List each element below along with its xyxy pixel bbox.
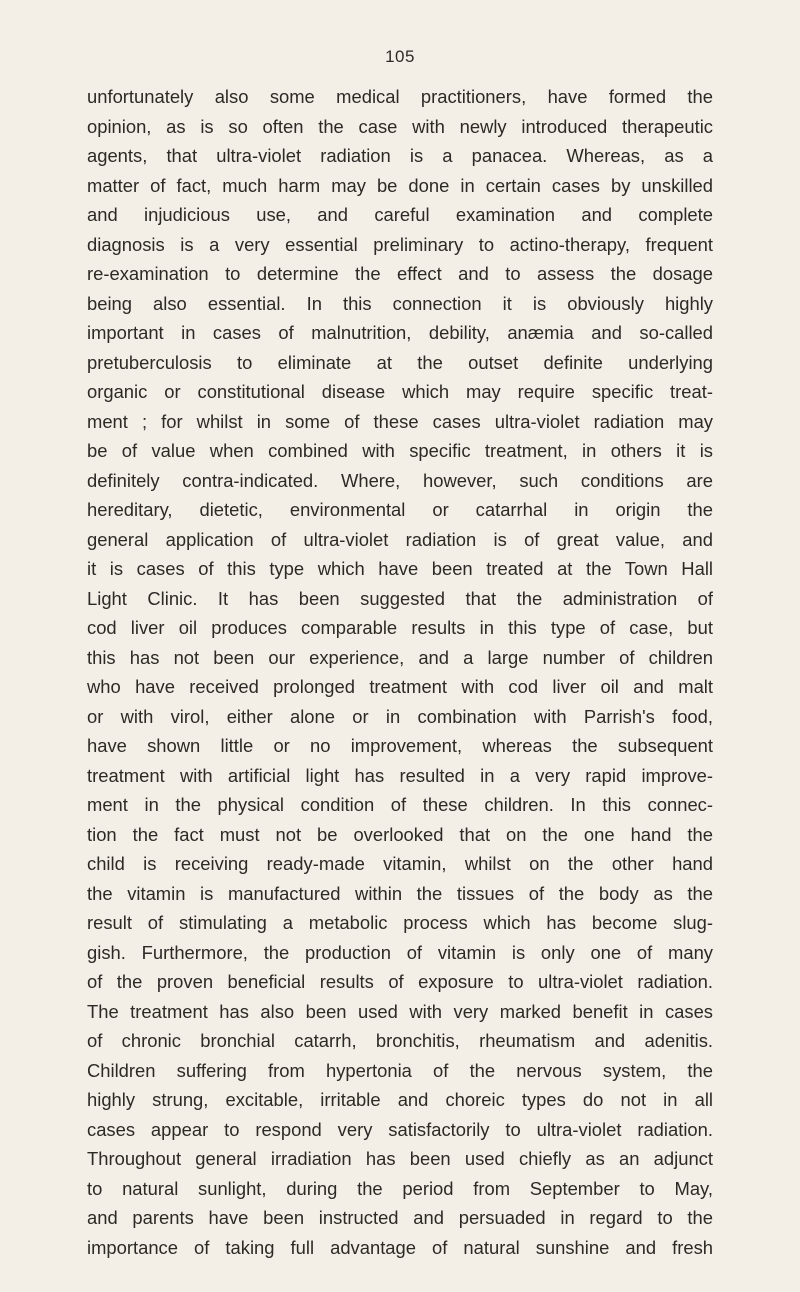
text-line: pretuberculosis to eliminate at the outset definite underlying — [87, 351, 713, 373]
page-number: 105 — [385, 47, 415, 66]
text-line: important in cases of malnutrition, debility, anæmia and so-called — [87, 322, 713, 343]
text-line: diagnosis is a very essential preliminary to actino-therapy, frequent — [87, 233, 713, 255]
text-line: treatment with artificial light has resulted in a very rapid improve- — [87, 764, 713, 786]
text-line: and injudicious use, and careful examination and complete — [87, 204, 713, 225]
text-line: cod liver oil produces comparable results in this type of case, but — [87, 617, 713, 638]
text-line: child is receiving ready-made vitamin, whilst on the other hand — [87, 853, 713, 874]
text-line: it is cases of this type which have been treated at the Town Hall — [87, 558, 713, 579]
body-paragraph — [87, 82, 713, 1262]
text-line: of the proven beneficial results of exposure to ultra-violet radiation. — [87, 971, 713, 992]
text-line: the vitamin is manufactured within the tissues of the body as the — [87, 882, 713, 904]
text-line: Children suffering from hypertonia of the nervous system, the — [87, 1059, 713, 1081]
text-line: general application of ultra-violet radiation is of great value, and — [87, 528, 713, 550]
text-line: be of value when combined with specific treatment, in others it is — [87, 440, 713, 461]
text-line: this has not been our experience, and a large number of children — [87, 646, 713, 668]
text-line: being also essential. In this connection it is obviously highly — [87, 292, 713, 314]
text-line: matter of fact, much harm may be done in certain cases by unskilled — [87, 174, 713, 196]
text-line: tion the fact must not be overlooked that on the one hand the — [87, 823, 713, 845]
text-line: opinion, as is so often the case with newly introduced therapeutic — [87, 115, 713, 137]
text-line: Throughout general irradiation has been used chiefly as an adjunct — [87, 1148, 713, 1169]
text-line: or with virol, either alone or in combination with Parrish's food, — [87, 705, 713, 727]
text-line: re-examination to determine the effect and to assess the dosage — [87, 263, 713, 284]
text-line: importance of taking full advantage of natural sunshine and fresh — [87, 1236, 713, 1258]
text-line: definitely contra-indicated. Where, however, such conditions are — [87, 469, 713, 491]
text-line: hereditary, dietetic, environmental or catarrhal in origin the — [87, 499, 713, 520]
text-line: have shown little or no improvement, whereas the subsequent — [87, 735, 713, 756]
text-line: and parents have been instructed and persuaded in regard to the — [87, 1207, 713, 1228]
text-line: ment ; for whilst in some of these cases ultra-violet radiation may — [87, 410, 713, 432]
text-line: gish. Furthermore, the production of vitamin is only one of many — [87, 941, 713, 963]
text-line: Light Clinic. It has been suggested that the administration of — [87, 587, 713, 609]
text-line: highly strung, excitable, irritable and choreic types do not in all — [87, 1089, 713, 1110]
text-line: unfortunately also some medical practitioners, have formed the — [87, 86, 713, 107]
text-line: result of stimulating a metabolic process which has become slug- — [87, 912, 713, 933]
text-line: agents, that ultra-violet radiation is a panacea. Whereas, as a — [87, 145, 713, 166]
text-line: to natural sunlight, during the period from September to May, — [87, 1177, 713, 1199]
text-line: The treatment has also been used with very marked benefit in cases — [87, 1000, 713, 1022]
text-line: organic or constitutional disease which may require specific treat- — [87, 381, 713, 402]
text-line: ment in the physical condition of these children. In this connec- — [87, 794, 713, 815]
text-line: cases appear to respond very satisfactorily to ultra-violet radiation. — [87, 1118, 713, 1140]
text-line: who have received prolonged treatment with cod liver oil and malt — [87, 676, 713, 697]
text-line: of chronic bronchial catarrh, bronchitis, rheumatism and adenitis. — [87, 1030, 713, 1051]
